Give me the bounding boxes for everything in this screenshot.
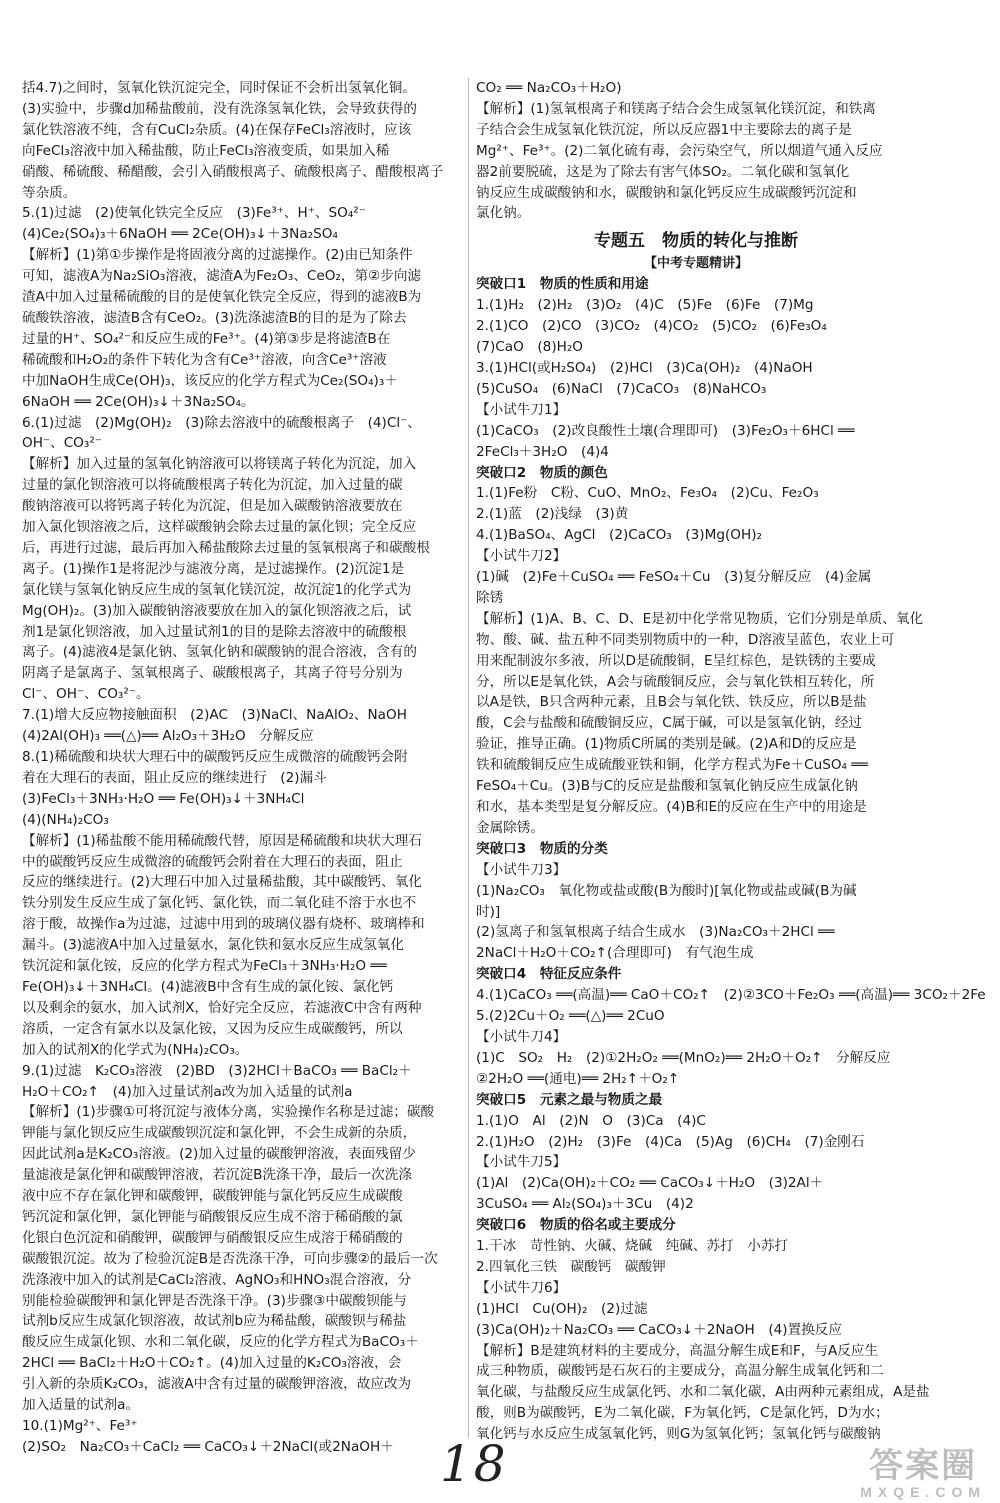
text-line: FeSO₄＋Cu。(3)B与C的反应是盐酸和氢氧化钠反应生成氯化钠 <box>476 778 858 795</box>
text-line: 硫酸铁溶液，滤渣B含有CeO₂。(3)洗涤滤渣B的目的是为了除去 <box>22 309 407 326</box>
text-line: 以及剩余的氨水，加入试剂X，恰好完全反应，若滤液C中含有两种 <box>22 999 422 1016</box>
watermark-logo <box>860 1448 986 1500</box>
text-line: 1.干冰 苛性钠、火碱、烧碱 纯碱、苏打 小苏打 <box>476 1238 789 1255</box>
text-line: 3CuSO₄ ══ Al₂(SO₄)₃＋3Cu (4)2 <box>476 1196 694 1213</box>
text-line: 【小试牛刀2】 <box>476 548 567 565</box>
text-line: 【解析】加入过量的氢氧化钠溶液可以将镁离子转化为沉淀，加入 <box>22 456 417 473</box>
text-line: (3)实验中，步骤d加稀盐酸前，没有洗涤氢氧化铁，会导致获得的 <box>22 100 417 117</box>
text-line: (1)Al (2)Ca(OH)₂＋CO₂ ══ CaCO₃↓＋H₂O (3)2Al＋ <box>476 1175 824 1192</box>
text-line: 反应的继续进行。(2)大理石中加入过量稀盐酸，其中碳酸钙、氧化 <box>22 874 422 891</box>
text-line: Fe(OH)₃↓＋3NH₄Cl。(4)滤液B中含有生成的氯化铵、氯化钙 <box>22 978 394 995</box>
text-line: 别能检验碳酸钾和氯化钾是否洗涤干净。(3)步骤③中碳酸钡能与 <box>22 1292 407 1309</box>
right-bottom-block <box>476 274 986 1445</box>
text-line: 【解析】(1)第①步操作是将固液分离的过滤操作。(2)由已知条件 <box>22 247 413 264</box>
text-line: 器2前要脱硫，这是为了除去有害气体SO₂。二氧化碳和氢氧化 <box>476 163 850 180</box>
left-column <box>22 78 460 1458</box>
text-line: 4.(1)CaCO₃ ══(高温)══ CaO＋CO₂↑ (2)②3CO＋Fe₂O₃ ══(高温)══ 3CO₂＋2Fe <box>476 987 986 1004</box>
text-line: 突破口5 元素之最与物质之最 <box>476 1091 663 1108</box>
text-line: 铁分别发生反应生成了氯化钙、氯化铁，而二氧化硅不溶于水也不 <box>22 895 417 912</box>
section-subtitle: 【中考专题精讲】 <box>643 256 748 272</box>
text-line: 成三种物质，碳酸钙是石灰石的主要成分，高温分解生成氧化钙和二 <box>476 1363 884 1380</box>
text-line: Cl⁻、OH⁻、CO₃²⁻。 <box>22 686 150 703</box>
text-line: (3)Ca(OH)₂＋Na₂CO₃ ══ CaCO₃↓＋2NaOH (4)置换反应 <box>476 1321 842 1338</box>
text-line: (1)碱 (2)Fe＋CuSO₄ ══ FeSO₄＋Cu (3)复分解反应 (4)金属 <box>476 569 872 586</box>
text-line: 酸反应生成氯化钡、水和二氧化碳，反应的化学方程式为BaCO₃＋ <box>22 1334 419 1351</box>
text-line: 液中应不存在氯化钾和碳酸钾，碳酸钾能与氯化钙反应生成碳酸 <box>22 1188 403 1205</box>
text-line: 后，再进行过滤，最后再加入稀盐酸除去过量的氢氧根离子和碳酸根 <box>22 539 430 556</box>
text-line: 硝酸、稀硫酸、稀醋酸，会引入硝酸根离子、硫酸根离子、醋酸根离子 <box>22 163 444 180</box>
right-top-block <box>476 78 916 224</box>
text-line: 2.(1)蓝 (2)浅绿 (3)黄 <box>476 506 629 523</box>
text-line: 加入氯化钡溶液之后，这样碳酸钠会除去过量的氯化钡；完全反应 <box>22 519 417 536</box>
section-title: 专题五 物质的转化与推断 <box>594 231 798 252</box>
text-line: 离子。(4)滤液4是氯化钠、氢氧化钠和碳酸钠的混合溶液，含有的 <box>22 644 417 661</box>
text-line: 突破口1 物质的性质和用途 <box>476 276 649 293</box>
text-line: 漏斗。(3)滤液A中加入过量氨水，氯化铁和氨水反应生成氢氧化 <box>22 937 404 954</box>
text-line: 洗涤液中加入的试剂是CaCl₂溶液、AgNO₃和HNO₃混合溶液，分 <box>22 1271 412 1288</box>
text-line: H₂O＋CO₂↑ (4)加入过量试剂a改为加入适量的试剂a <box>22 1083 353 1100</box>
text-line: 验证，推导正确。(1)物质C所属的类别是碱。(2)A和D的反应是 <box>476 736 857 753</box>
text-line: 渣A中加入过量稀硫酸的目的是使氧化铁完全反应，得到的滤液B为 <box>22 289 422 306</box>
column-divider <box>468 78 469 1438</box>
text-line: 量滤液是氯化钾和碳酸钾溶液，若沉淀B洗涤干净，最后一次洗涤 <box>22 1167 412 1184</box>
text-line: 【小试牛刀6】 <box>476 1279 567 1296</box>
text-line: (3)FeCl₃＋3NH₃·H₂O ══ Fe(OH)₃↓＋3NH₄Cl <box>22 790 305 807</box>
watermark-url: MXQE.COM <box>860 1484 986 1500</box>
text-line: 溶于酸，故操作a为过滤，过滤中用到的玻璃仪器有烧杯、玻璃棒和 <box>22 916 425 933</box>
text-line: 分，所以E是氧化铁，A会与硫酸铜反应，会与氧化铁相互转化，所 <box>476 673 875 690</box>
text-line: 过量的氯化钡溶液可以将硫酸根离子转化为沉淀，加入过量的碳 <box>22 477 403 494</box>
text-line: 碳酸银沉淀。故为了检验沉淀B是否洗涤干净，可向步骤②的最后一次 <box>22 1250 438 1267</box>
text-line: 剂1是氯化钡溶液，加入过量试剂1的目的是除去溶液中的硫酸根 <box>22 623 407 640</box>
text-line: 3.(1)HCl(或H₂SO₄) (2)HCl (3)Ca(OH)₂ (4)NaOH <box>476 359 813 376</box>
text-line: CO₂ ══ Na₂CO₃＋H₂O) <box>476 80 622 96</box>
text-line: 引入新的杂质K₂CO₃，滤液A中含有过量的碳酸钾溶液，故应改为 <box>22 1376 412 1393</box>
text-line: 等杂质。 <box>22 184 77 201</box>
text-line: 突破口3 物质的分类 <box>476 840 608 857</box>
text-line: 中加NaOH生成Ce(OH)₃，该反应的化学方程式为Ce₂(SO₄)₃＋ <box>22 372 398 389</box>
text-line: 钾能与氯化钡反应生成碳酸钡沉淀和氯化钾，不会生成新的杂质， <box>22 1125 417 1142</box>
text-line: 时)] <box>476 903 501 920</box>
text-line: 4.(1)BaSO₄、AgCl (2)CaCO₃ (3)Mg(OH)₂ <box>476 527 762 544</box>
text-line: 【小试牛刀1】 <box>476 401 567 418</box>
text-line: 加入的试剂X的化学式为(NH₄)₂CO₃。 <box>22 1041 249 1058</box>
text-line: 氯化钠。 <box>476 205 531 222</box>
text-line: 2.(1)H₂O (2)H₂ (3)Fe (4)Ca (5)Ag (6)CH₄ (7)金刚石 <box>476 1133 865 1150</box>
text-line: 用来配制波尔多液，所以D是硫酸铜，E呈红棕色，是铁锈的主要成 <box>476 652 876 669</box>
text-line: (2)氢离子和氢氧根离子结合生成水 (3)Na₂CO₃＋2HCl ══ <box>476 924 835 941</box>
text-line: 【解析】(1)A、B、C、D、E是初中化学常见物质，它们分别是单质、氧化 <box>476 610 924 627</box>
text-line: 向FeCl₃溶液中加入稀盐酸，防止FeCl₃溶液变质，如果加入稀 <box>22 142 390 159</box>
text-line: OH⁻、CO₃²⁻ <box>22 435 102 452</box>
text-line: 【解析】B是建筑材料的主要成分，高温分解生成E和F，与A反应生 <box>476 1342 879 1359</box>
text-line: (4)2Al(OH)₃ ══(△)══ Al₂O₃＋3H₂O 分解反应 <box>22 728 314 745</box>
text-line: (7)CaO (8)H₂O <box>476 339 583 356</box>
text-line: 9.(1)过滤 K₂CO₃溶液 (2)BD (3)2HCl＋BaCO₃ ══ BaCl₂＋ <box>22 1062 412 1079</box>
text-line: 酸钠溶液可以将钙离子转化为沉淀，但是加入碳酸钠溶液要放在 <box>22 498 403 515</box>
text-line: 2FeCl₃＋3H₂O (4)4 <box>476 443 609 460</box>
text-line: 括4.7)之间时，氢氧化铁沉淀完全，同时保证不会析出氢氧化铜。 <box>22 80 416 96</box>
text-line: 氧化钙与水反应生成氢氧化钙，则G为氢氧化钙；氢氧化钙与碳酸钠 <box>476 1426 881 1443</box>
text-line: 【小试牛刀5】 <box>476 1154 567 1171</box>
text-line: 稀硫酸和H₂O₂的条件下转化为含有Ce³⁺溶液，向含Ce³⁺溶液 <box>22 351 387 368</box>
text-line: 【解析】(1)步骤①可将沉淀与液体分离，实验操作名称是过滤；碳酸 <box>22 1104 435 1121</box>
watermark-main: 答案圈 <box>869 1447 978 1485</box>
text-line: 1.(1)Fe粉 C粉、CuO、MnO₂、Fe₃O₄ (2)Cu、Fe₂O₃ <box>476 485 819 502</box>
text-line: 1.(1)O Al (2)N O (3)Ca (4)C <box>476 1112 706 1129</box>
text-line: 10.(1)Mg²⁺、Fe³⁺ <box>22 1418 138 1434</box>
text-line: 因此试剂a是K₂CO₃溶液。(2)加入过量的碳酸钾溶液，表面残留少 <box>22 1146 416 1163</box>
text-line: 金属除锈。 <box>476 819 544 836</box>
text-line: 【小试牛刀4】 <box>476 1028 567 1045</box>
text-line: 化银白色沉淀和硝酸钾，碳酸钾与硝酸银反应生成溶于稀硝酸的 <box>22 1229 403 1246</box>
text-line: 5.(2)2Cu＋O₂ ══(△)══ 2CuO <box>476 1008 665 1025</box>
text-line: 试剂b反应生成氯化钡溶液，故试剂b应为稀盐酸，碳酸钡与稀盐 <box>22 1313 407 1330</box>
text-line: 铁沉淀和氯化铵，反应的化学方程式为FeCl₃＋3NH₃·H₂O ══ <box>22 958 387 975</box>
text-line: 可知，滤液A为Na₂SiO₃溶液，滤渣A为Fe₂O₃、CeO₂，第②步向滤 <box>22 268 422 285</box>
text-line: 子结合会生成氢氧化铁沉淀，所以反应器1中主要除去的离子是 <box>476 121 852 138</box>
text-line: (1)HCl Cu(OH)₂ (2)过滤 <box>476 1300 648 1317</box>
text-line: 【解析】(1)稀盐酸不能用稀硫酸代替，原因是稀硫酸和块状大理石 <box>22 832 422 849</box>
text-line: 5.(1)过滤 (2)使氧化铁完全反应 (3)Fe³⁺、H⁺、SO₄²⁻ <box>22 205 366 222</box>
text-line: 除锈 <box>476 589 504 606</box>
text-line: 7.(1)增大反应物接触面积 (2)AC (3)NaCl、NaAlO₂、NaOH <box>22 707 407 724</box>
text-line: 2.(1)CO (2)CO (3)CO₂ (4)CO₂ (5)CO₂ (6)Fe₃O₄ <box>476 318 827 335</box>
text-line: 离子。(1)操作1是将泥沙与滤液分离，是过滤操作。(2)沉淀1是 <box>22 560 405 577</box>
text-line: 钠反应生成碳酸钠和水，碳酸钠和氯化钙反应生成碳酸钙沉淀和 <box>476 184 857 201</box>
text-line: (1)CaCO₃ (2)改良酸性土壤(合理即可) (3)Fe₂O₃＋6HCl ══ <box>476 422 855 439</box>
text-line: 氯化铁溶液不纯，含有CuCl₂杂质。(4)在保存FeCl₃溶液时，应该 <box>22 121 412 138</box>
text-line: (4)Ce₂(SO₄)₃＋6NaOH ══ 2Ce(OH)₃↓＋3Na₂SO₄ <box>22 226 338 243</box>
text-line: 溶质，一定含有氯水以及氯化铵，又因为反应生成碳酸钙，所以 <box>22 1020 403 1037</box>
text-line: 突破口4 特征反应条件 <box>476 966 622 983</box>
text-line: Mg²⁺、Fe³⁺。(2)二氧化硫有毒，会污染空气，所以烟道气通入反应 <box>476 142 883 159</box>
page-number: 18 <box>440 1435 508 1493</box>
text-line: 2NaCl＋H₂O＋CO₂↑(合理即可) 有气泡生成 <box>476 945 754 962</box>
text-line: Mg(OH)₂。(3)加入碳酸钠溶液要放在加入的氯化钡溶液之后，试 <box>22 602 412 619</box>
text-line: 1.(1)H₂ (2)H₂ (3)O₂ (4)C (5)Fe (6)Fe (7)Mg <box>476 297 814 314</box>
text-line: (1)Na₂CO₃ 氧化物或盐或酸(B为酸时)[氧化物或盐或碱(B为碱 <box>476 882 857 899</box>
text-line: (1)C SO₂ H₂ (2)①2H₂O₂ ══(MnO₂)══ 2H₂O＋O₂↑ 分解反应 <box>476 1049 891 1066</box>
right-column <box>476 78 986 1445</box>
text-line: 【解析】(1)氢氧根离子和镁离子结合会生成氢氧化镁沉淀，和铁离 <box>476 100 876 117</box>
text-line: 8.(1)稀硫酸和块状大理石中的碳酸钙反应生成微溶的硫酸钙会附 <box>22 749 408 765</box>
text-line: 铁和硫酸铜反应生成硫酸亚铁和铜，化学方程式为Fe＋CuSO₄ ══ <box>476 757 868 774</box>
text-line: 突破口2 物质的颜色 <box>476 464 608 481</box>
text-line: 2.四氧化三铁 碳酸钙 碳酸钾 <box>476 1258 666 1275</box>
text-line: 2HCl ══ BaCl₂＋H₂O＋CO₂↑。(4)加入过量的K₂CO₃溶液，会 <box>22 1355 402 1372</box>
text-line: 着在大理石的表面，阻止反应的继续进行 (2)漏斗 <box>22 769 327 786</box>
text-line: (5)CuSO₄ (6)NaCl (7)CaCO₃ (8)NaHCO₃ <box>476 380 767 397</box>
text-line: 氧化碳，与盐酸反应生成氯化钙、水和二氧化碳，A由两种元素组成，A是盐 <box>476 1384 930 1401</box>
text-line: 酸，C会与盐酸和硫酸铜反应，C属于碱，可以是氢氧化钠，经过 <box>476 715 863 732</box>
text-line: ②2H₂O ══(通电)══ 2H₂↑＋O₂↑ <box>476 1070 680 1087</box>
text-line: 加入适量的试剂a。 <box>22 1397 140 1414</box>
text-line: 阴离子是氯离子、氢氧根离子、碳酸根离子，其离子符号分别为 <box>22 665 403 682</box>
text-line: 和水，基本类型是复分解反应。(4)B和E的反应在生产中的用途是 <box>476 799 867 815</box>
text-line: 6NaOH ══ 2Ce(OH)₃↓＋3Na₂SO₄。 <box>22 393 255 410</box>
text-line: (4)(NH₄)₂CO₃ <box>22 811 109 828</box>
text-line: 过量的H⁺、SO₄²⁻和反应生成的Fe³⁺。(4)第③步是将滤渣B在 <box>22 330 391 347</box>
text-line: 6.(1)过滤 (2)Mg(OH)₂ (3)除去溶液中的硫酸根离子 (4)Cl⁻、 <box>22 414 421 431</box>
text-line: 中的碳酸钙反应生成微溶的硫酸钙会附着在大理石的表面，阻止 <box>22 853 403 870</box>
text-line: 氯化镁与氢氧化钠反应生成的氢氧化镁沉淀，故沉淀1的化学式为 <box>22 581 412 598</box>
text-line: 酸，则B为碳酸钙，E为二氧化碳，F为氧化钙，C是氯化钙，D为水； <box>476 1405 889 1422</box>
text-line: 【小试牛刀3】 <box>476 861 567 878</box>
text-line: 钙沉淀和氯化钾，氯化钾能与硝酸银反应生成不溶于稀硝酸的氯 <box>22 1208 403 1225</box>
text-line: 突破口6 物质的俗名或主要成分 <box>476 1217 676 1234</box>
text-line: 以A是铁，B只含两种元素，且B会与氧化铁、铁反应，所以B是盐 <box>476 694 867 711</box>
text-line: (2)SO₂ Na₂CO₃＋CaCl₂ ══ CaCO₃↓＋2NaCl(或2NaOH＋ <box>22 1438 394 1455</box>
text-line: 物、酸、碱、盐五种不同类别物质中的一种，D溶液呈蓝色，农业上可 <box>476 631 895 648</box>
